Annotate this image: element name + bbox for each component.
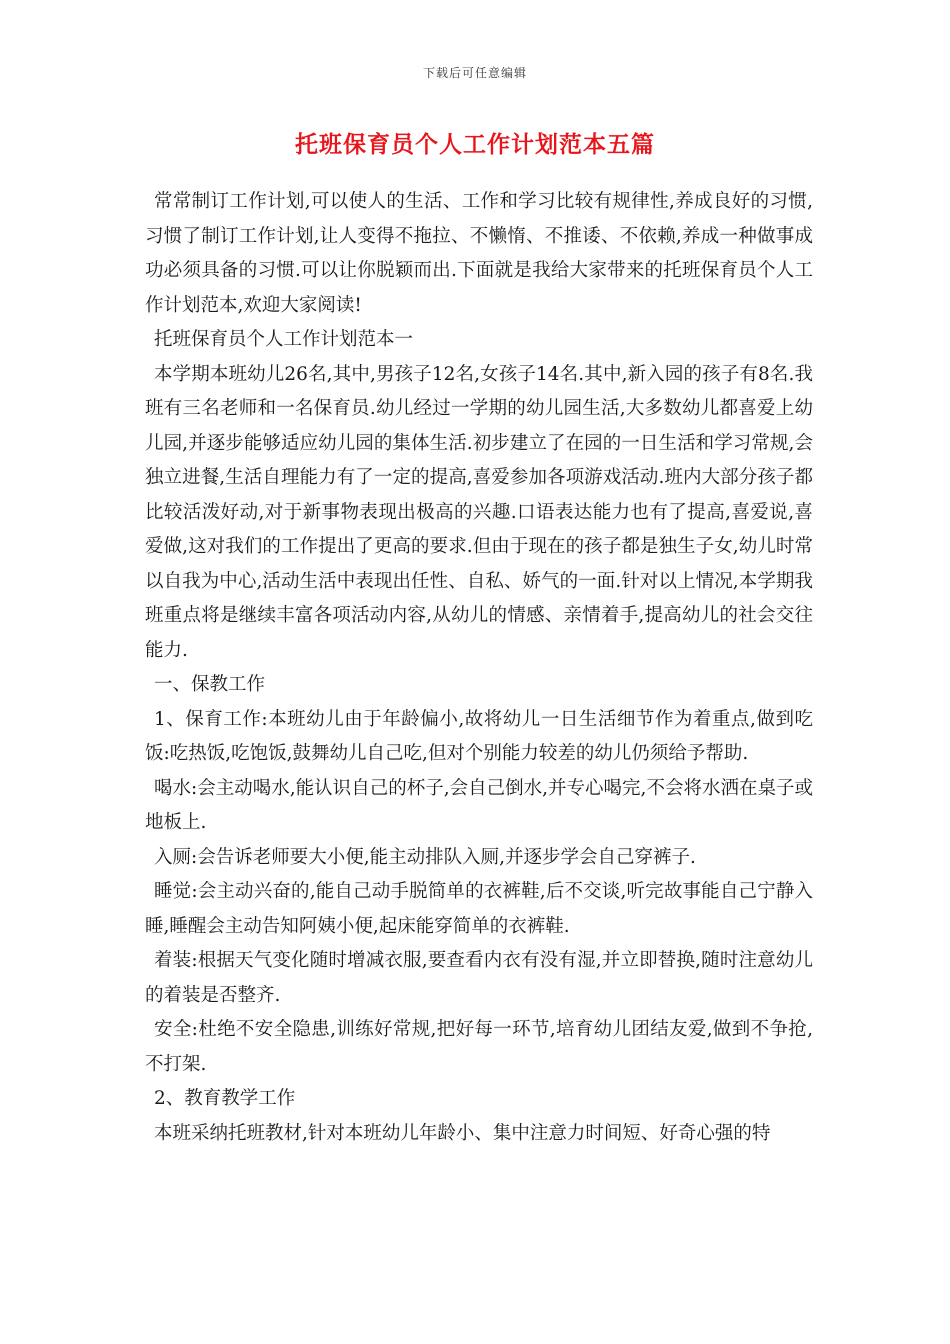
section-heading-sample-one: 托班保育员个人工作计划范本一 — [154, 329, 414, 350]
drinking-paragraph: 喝水:会主动喝水,能认识自己的杯子,会自己倒水,并专心喝完,不会将水洒在桌子或地板上. — [145, 777, 813, 833]
section-heading-teaching: 2、教育教学工作 — [154, 1088, 296, 1109]
safety-paragraph: 安全:杜绝不安全隐患,训练好常规,把好每一环节,培育幼儿团结友爱,做到不争抢,不打架. — [145, 1019, 813, 1075]
sleep-paragraph: 睡觉:会主动兴奋的,能自己动手脱简单的衣裤鞋,后不交谈,听完故事能自己宁静入睡,睡醒会主动告知阿姨小便,起床能穿简单的衣裤鞋. — [145, 881, 813, 937]
class-situation-paragraph: 本学期本班幼儿26名,其中,男孩子12名,女孩子14名.其中,新入园的孩子有8名.我班有三名老师和一名保育员.幼儿经过一学期的幼儿园生活,大多数幼儿都喜爱上幼儿园,并逐步能够适应幼儿园的集体生活.初步建立了在园的一日生活和学习常规,会独立进餐,生活自理能力有了一定的提高,喜爱参加各项游戏活动.班内大部分孩子都比较活泼好动,对于新事物表现出极高的兴趣.口语表达能力也有了提高,喜爱说,喜爱做,这对我们的工作提出了更高的要求.但由于现在的孩子都是独生子女,幼儿时常以自我为中心,活动生活中表现出任性、自私、娇气的一面.针对以上情况,本学期我班重点将是继续丰富各项活动内容,从幼儿的情感、亲情着手,提高幼儿的社会交往能力. — [145, 363, 813, 661]
care-work-paragraph: 1、保育工作:本班幼儿由于年龄偏小,故将幼儿一日生活细节作为着重点,做到吃饭:吃热饭,吃饱饭,鼓舞幼儿自己吃,但对个别能力较差的幼儿仍须给予帮助. — [145, 708, 813, 764]
toilet-paragraph: 入厕:会告诉老师要大小便,能主动排队入厕,并逐步学会自己穿裤子. — [154, 846, 696, 868]
teaching-paragraph: 本班采纳托班教材,针对本班幼儿年龄小、集中注意力时间短、好奇心强的特 — [154, 1122, 771, 1144]
intro-paragraph: 常常制订工作计划,可以使人的生活、工作和学习比较有规律性,养成良好的习惯,习惯了制订工作计划,让人变得不拖拉、不懒惰、不推诿、不依赖,养成一种做事成功必须具备的习惯.可以让你脱颖而出.下面就是我给大家带来的托班保育员个人工作计划范本,欢迎大家阅读! — [145, 191, 813, 316]
header-note: 下载后可任意编辑 — [422, 66, 527, 80]
document-title: 托班保育员个人工作计划范本五篇 — [295, 131, 655, 158]
section-heading-care-education: 一、保教工作 — [154, 674, 266, 695]
document-body — [145, 185, 813, 1151]
dressing-paragraph: 着装:根据天气变化随时增减衣服,要查看内衣有没有湿,并立即替换,随时注意幼儿的着装是否整齐. — [145, 950, 813, 1006]
